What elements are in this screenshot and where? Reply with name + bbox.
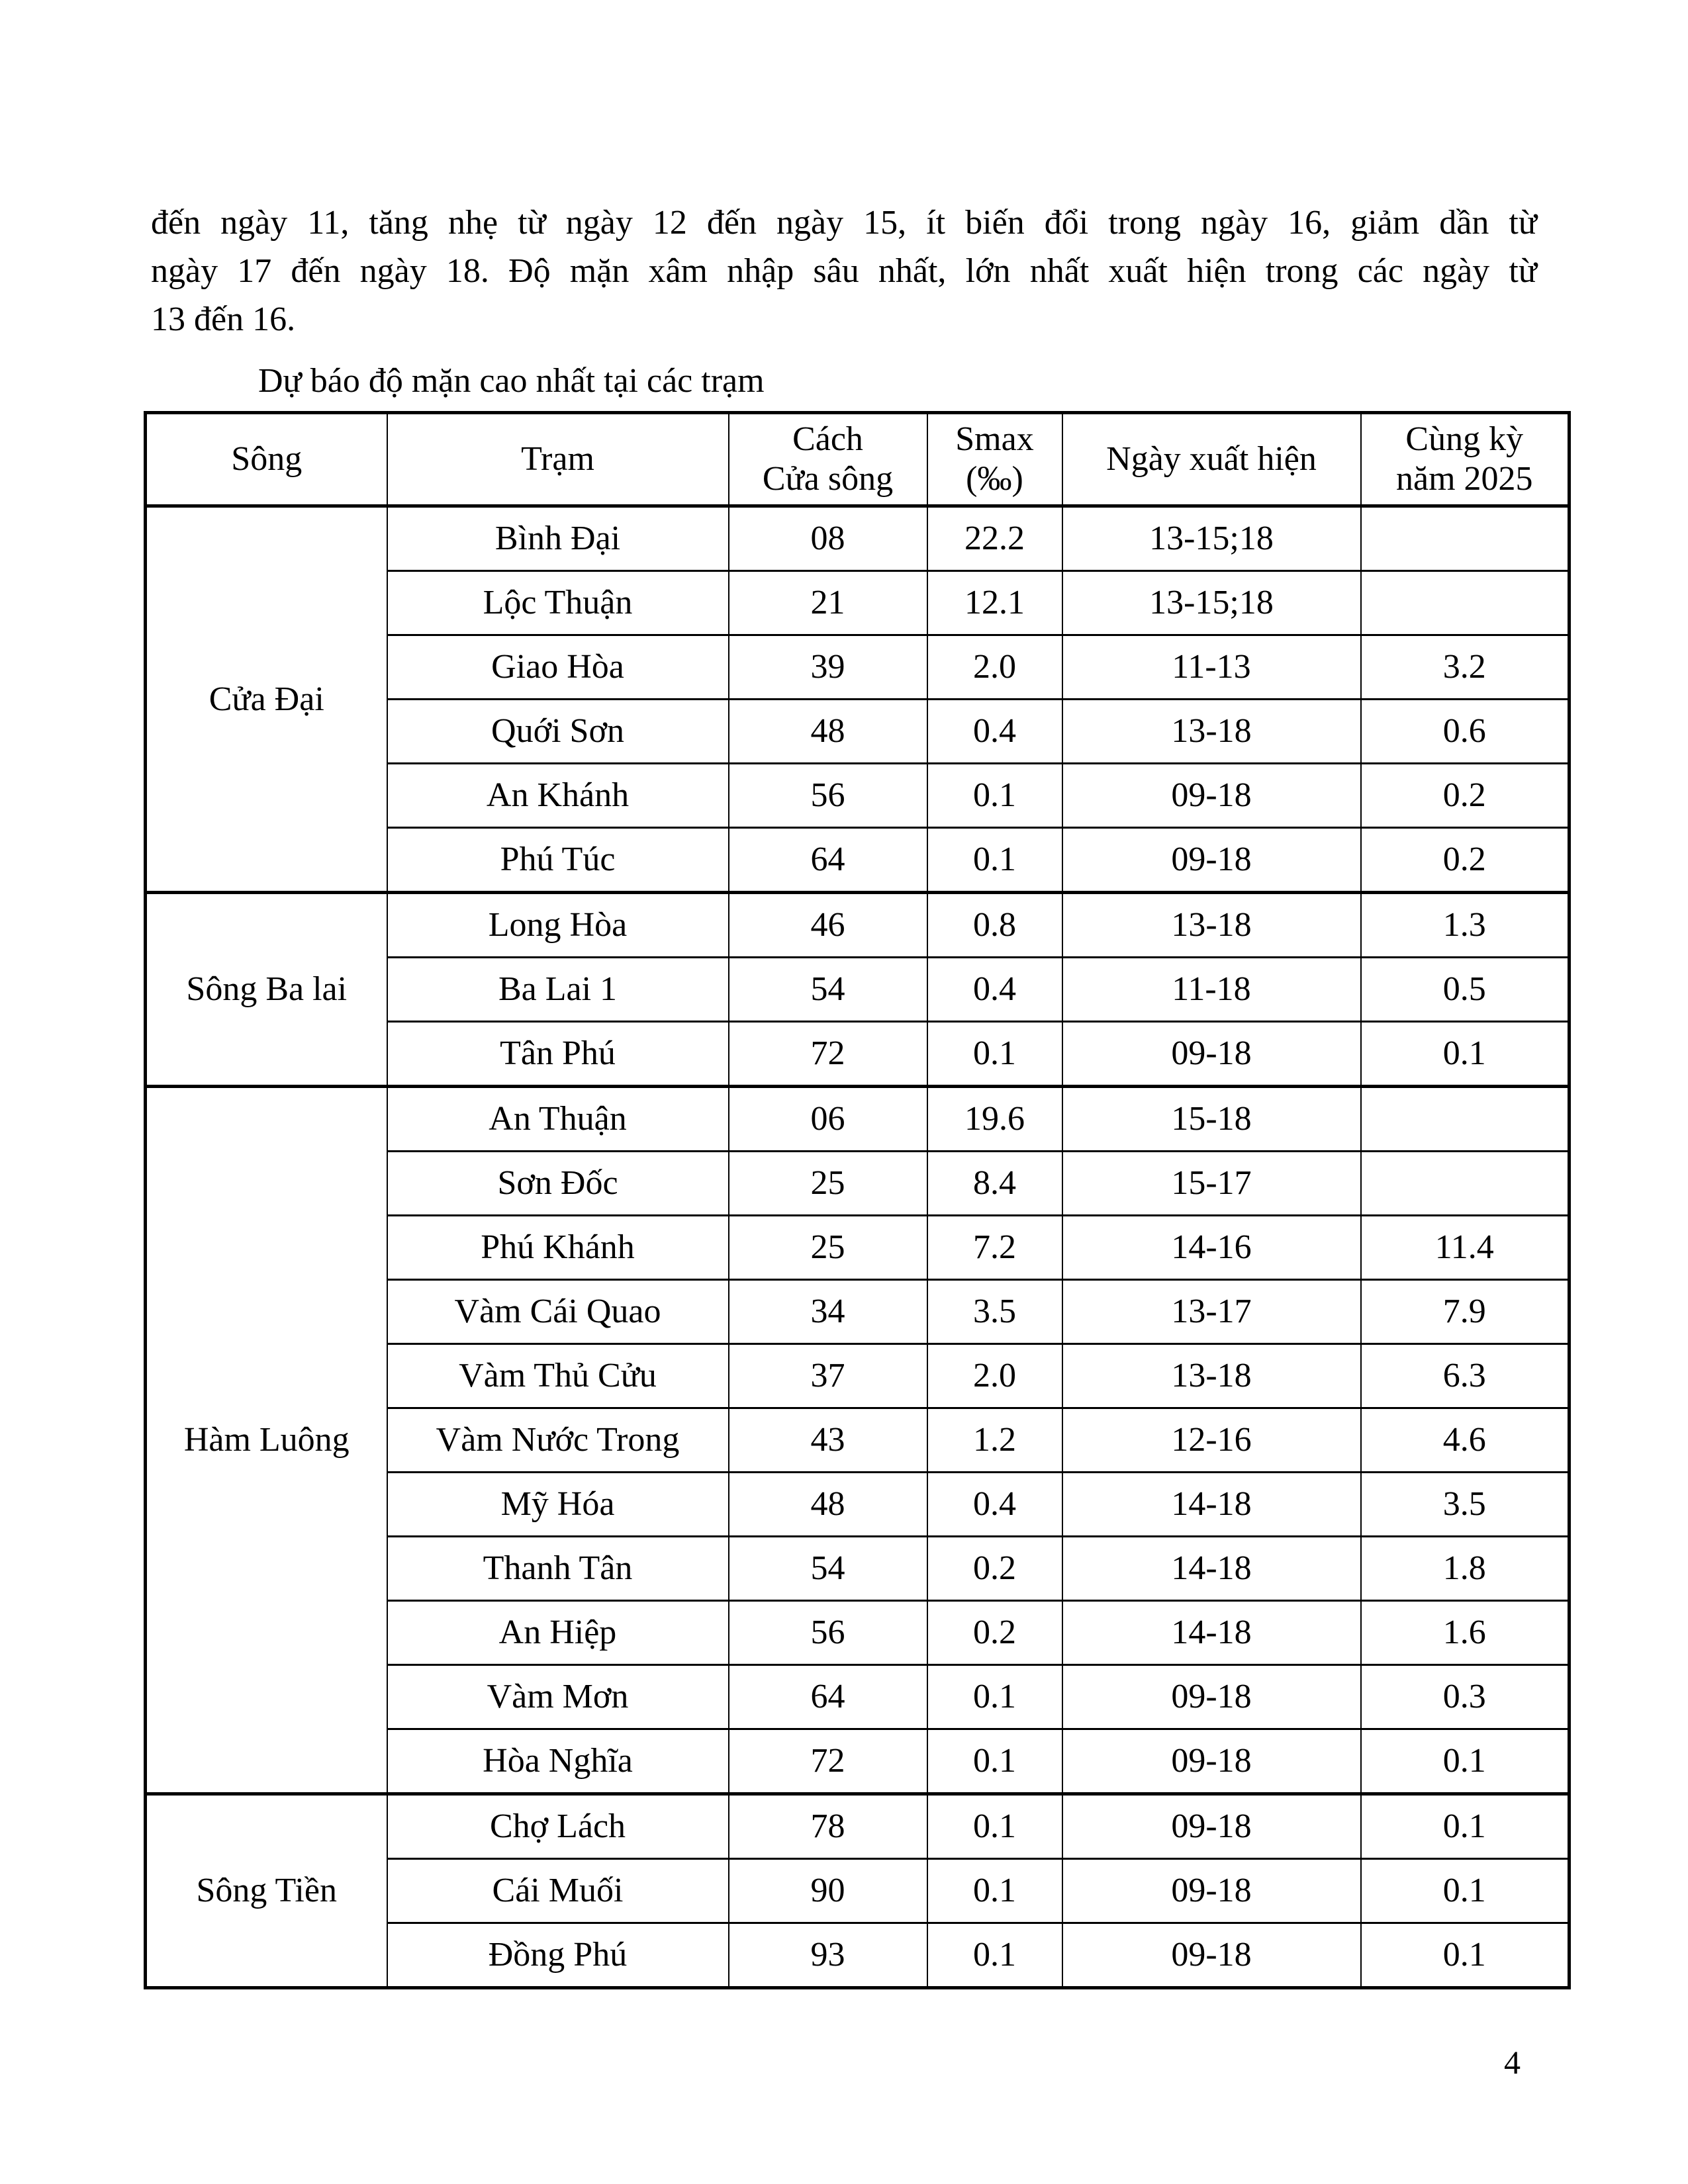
days-cell: 15-17 [1062, 1152, 1361, 1216]
days-cell: 14-18 [1062, 1537, 1361, 1601]
distance-cell: 93 [729, 1923, 927, 1988]
days-cell: 11-18 [1062, 958, 1361, 1022]
same-period-cell [1361, 1152, 1570, 1216]
distance-cell: 64 [729, 828, 927, 893]
header-cell-2: Cách Cửa sông [729, 413, 927, 506]
same-period-cell: 0.1 [1361, 1923, 1570, 1988]
station-name-cell: Cái Muối [387, 1859, 729, 1923]
days-cell: 12-16 [1062, 1408, 1361, 1473]
page-content [151, 199, 1537, 1989]
days-cell: 09-18 [1062, 1729, 1361, 1794]
smax-cell: 0.1 [927, 1022, 1062, 1087]
river-cell: Sông Ba lai [146, 893, 387, 1087]
same-period-cell: 4.6 [1361, 1408, 1570, 1473]
distance-cell: 08 [729, 506, 927, 571]
station-name-cell: Quới Sơn [387, 700, 729, 764]
smax-cell: 12.1 [927, 571, 1062, 635]
station-name-cell: Vàm Thủ Cửu [387, 1344, 729, 1408]
station-name-cell: Ba Lai 1 [387, 958, 729, 1022]
days-cell: 11-13 [1062, 635, 1361, 700]
days-cell: 13-15;18 [1062, 506, 1361, 571]
days-cell: 13-18 [1062, 1344, 1361, 1408]
distance-cell: 34 [729, 1280, 927, 1344]
days-cell: 13-15;18 [1062, 571, 1361, 635]
distance-cell: 25 [729, 1152, 927, 1216]
distance-cell: 43 [729, 1408, 927, 1473]
distance-cell: 48 [729, 700, 927, 764]
same-period-cell: 7.9 [1361, 1280, 1570, 1344]
header-cell-5: Cùng kỳ năm 2025 [1361, 413, 1570, 506]
paragraph-line-1: đến ngày 11, tăng nhẹ từ ngày 12 đến ngày 15, ít biến đổi trong ngày 16, giảm dần từ [151, 204, 1537, 242]
distance-cell: 46 [729, 893, 927, 958]
days-cell: 09-18 [1062, 1022, 1361, 1087]
station-name-cell: Phú Túc [387, 828, 729, 893]
smax-cell: 0.1 [927, 1923, 1062, 1988]
smax-cell: 0.4 [927, 1473, 1062, 1537]
smax-cell: 0.1 [927, 828, 1062, 893]
smax-cell: 2.0 [927, 635, 1062, 700]
same-period-cell: 0.6 [1361, 700, 1570, 764]
same-period-cell: 0.1 [1361, 1022, 1570, 1087]
same-period-cell: 0.1 [1361, 1859, 1570, 1923]
same-period-cell [1361, 506, 1570, 571]
smax-cell: 0.1 [927, 764, 1062, 828]
river-cell: Hàm Luông [146, 1087, 387, 1794]
table-body [146, 506, 1570, 1988]
station-name-cell: Giao Hòa [387, 635, 729, 700]
station-name-cell: Thanh Tân [387, 1537, 729, 1601]
smax-cell: 0.1 [927, 1794, 1062, 1859]
same-period-cell: 0.3 [1361, 1665, 1570, 1729]
same-period-cell: 0.1 [1361, 1794, 1570, 1859]
page-number: 4 [1504, 2044, 1521, 2081]
same-period-cell [1361, 1087, 1570, 1152]
same-period-cell: 1.6 [1361, 1601, 1570, 1665]
days-cell: 14-18 [1062, 1601, 1361, 1665]
station-name-cell: Tân Phú [387, 1022, 729, 1087]
station-name-cell: Đồng Phú [387, 1923, 729, 1988]
days-cell: 09-18 [1062, 1665, 1361, 1729]
header-cell-0: Sông [146, 413, 387, 506]
station-name-cell: Hòa Nghĩa [387, 1729, 729, 1794]
smax-cell: 0.4 [927, 958, 1062, 1022]
body-paragraph [151, 199, 1537, 343]
salinity-forecast-table [144, 411, 1571, 1989]
station-name-cell: Long Hòa [387, 893, 729, 958]
same-period-cell: 0.2 [1361, 828, 1570, 893]
distance-cell: 06 [729, 1087, 927, 1152]
same-period-cell: 3.2 [1361, 635, 1570, 700]
days-cell: 14-18 [1062, 1473, 1361, 1537]
smax-cell: 2.0 [927, 1344, 1062, 1408]
paragraph-line-3: 13 đến 16. [151, 300, 296, 338]
distance-cell: 25 [729, 1216, 927, 1280]
station-name-cell: Vàm Nước Trong [387, 1408, 729, 1473]
distance-cell: 37 [729, 1344, 927, 1408]
station-name-cell: Vàm Cái Quao [387, 1280, 729, 1344]
same-period-cell: 11.4 [1361, 1216, 1570, 1280]
days-cell: 13-17 [1062, 1280, 1361, 1344]
distance-cell: 54 [729, 958, 927, 1022]
table-row [146, 893, 1570, 958]
same-period-cell: 6.3 [1361, 1344, 1570, 1408]
station-name-cell: Chợ Lách [387, 1794, 729, 1859]
days-cell: 09-18 [1062, 828, 1361, 893]
days-cell: 09-18 [1062, 1794, 1361, 1859]
days-cell: 13-18 [1062, 700, 1361, 764]
days-cell: 09-18 [1062, 1923, 1361, 1988]
distance-cell: 64 [729, 1665, 927, 1729]
smax-cell: 19.6 [927, 1087, 1062, 1152]
smax-cell: 7.2 [927, 1216, 1062, 1280]
same-period-cell: 0.1 [1361, 1729, 1570, 1794]
smax-cell: 0.1 [927, 1859, 1062, 1923]
table-row [146, 1794, 1570, 1859]
river-cell: Cửa Đại [146, 506, 387, 893]
station-name-cell: Lộc Thuận [387, 571, 729, 635]
same-period-cell [1361, 571, 1570, 635]
distance-cell: 48 [729, 1473, 927, 1537]
same-period-cell: 3.5 [1361, 1473, 1570, 1537]
distance-cell: 21 [729, 571, 927, 635]
distance-cell: 39 [729, 635, 927, 700]
header-cell-3: Smax (‰) [927, 413, 1062, 506]
river-cell: Sông Tiền [146, 1794, 387, 1988]
smax-cell: 0.2 [927, 1601, 1062, 1665]
smax-cell: 3.5 [927, 1280, 1062, 1344]
smax-cell: 0.4 [927, 700, 1062, 764]
smax-cell: 0.2 [927, 1537, 1062, 1601]
smax-cell: 22.2 [927, 506, 1062, 571]
table-row [146, 506, 1570, 571]
smax-cell: 0.1 [927, 1729, 1062, 1794]
station-name-cell: An Khánh [387, 764, 729, 828]
smax-cell: 0.8 [927, 893, 1062, 958]
distance-cell: 56 [729, 1601, 927, 1665]
station-name-cell: Mỹ Hóa [387, 1473, 729, 1537]
smax-cell: 1.2 [927, 1408, 1062, 1473]
distance-cell: 54 [729, 1537, 927, 1601]
days-cell: 15-18 [1062, 1087, 1361, 1152]
days-cell: 09-18 [1062, 1859, 1361, 1923]
distance-cell: 90 [729, 1859, 927, 1923]
station-name-cell: An Hiệp [387, 1601, 729, 1665]
distance-cell: 56 [729, 764, 927, 828]
table-row [146, 1087, 1570, 1152]
distance-cell: 72 [729, 1729, 927, 1794]
station-name-cell: Bình Đại [387, 506, 729, 571]
days-cell: 13-18 [1062, 893, 1361, 958]
distance-cell: 72 [729, 1022, 927, 1087]
same-period-cell: 1.8 [1361, 1537, 1570, 1601]
station-name-cell: Sơn Đốc [387, 1152, 729, 1216]
smax-cell: 0.1 [927, 1665, 1062, 1729]
distance-cell: 78 [729, 1794, 927, 1859]
days-cell: 09-18 [1062, 764, 1361, 828]
table-caption: Dự báo độ mặn cao nhất tại các trạm [258, 362, 765, 400]
days-cell: 14-16 [1062, 1216, 1361, 1280]
same-period-cell: 1.3 [1361, 893, 1570, 958]
header-cell-4: Ngày xuất hiện [1062, 413, 1361, 506]
station-name-cell: Phú Khánh [387, 1216, 729, 1280]
station-name-cell: An Thuận [387, 1087, 729, 1152]
header-cell-1: Trạm [387, 413, 729, 506]
same-period-cell: 0.5 [1361, 958, 1570, 1022]
table-head-row [146, 413, 1570, 506]
station-name-cell: Vàm Mơn [387, 1665, 729, 1729]
same-period-cell: 0.2 [1361, 764, 1570, 828]
smax-cell: 8.4 [927, 1152, 1062, 1216]
paragraph-line-2: ngày 17 đến ngày 18. Độ mặn xâm nhập sâu nhất, lớn nhất xuất hiện trong các ngày từ [151, 252, 1537, 290]
